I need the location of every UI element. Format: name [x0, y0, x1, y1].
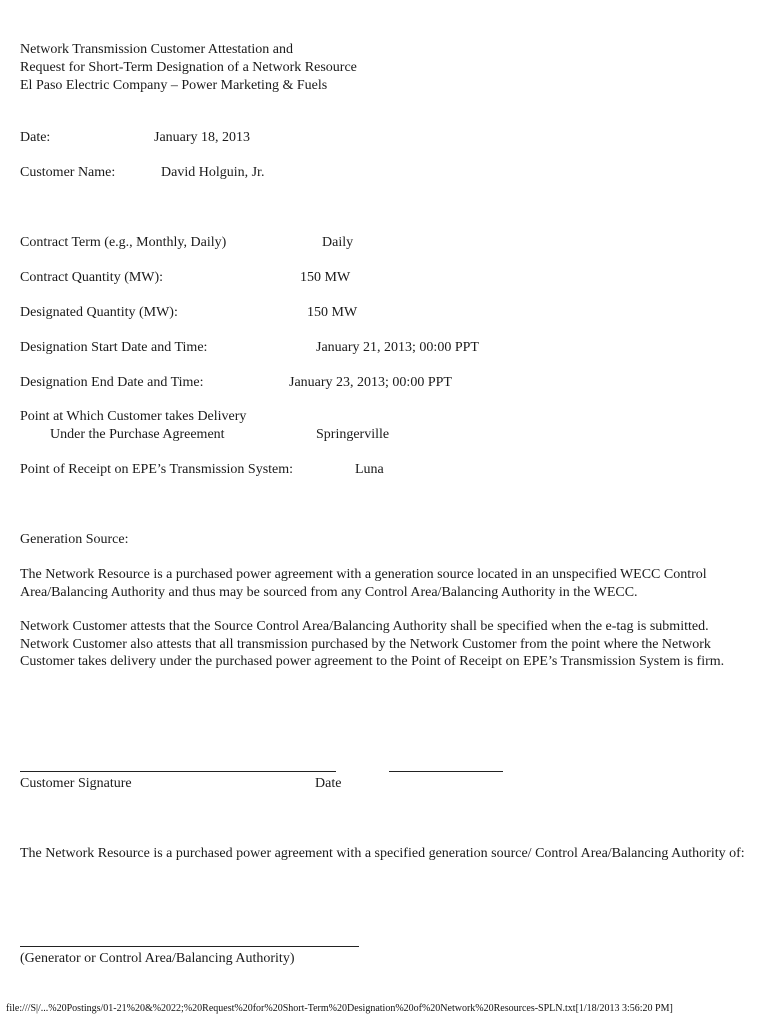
generator-label: (Generator or Control Area/Balancing Authority) [20, 951, 295, 966]
contract-quantity-label: Contract Quantity (MW): [20, 270, 164, 285]
header-line-1: Network Transmission Customer Attestation and [20, 42, 293, 57]
date-value: January 18, 2013 [154, 130, 251, 145]
receipt-point-label: Point of Receipt on EPE’s Transmission System: [20, 462, 294, 477]
file-path-footer: file:///S|/...%20Postings/01-21%20&%2022;%20Request%20for%20Short-Term%20Designation%20of%20Network%20Resources-SPLN.txt[1/18/2013 3:56:20 PM] [6, 1003, 673, 1014]
designation-start-label: Designation Start Date and Time: [20, 340, 208, 355]
generation-source-heading: Generation Source: [20, 532, 129, 547]
delivery-point-label-line-1: Point at Which Customer takes Delivery [20, 409, 247, 424]
designation-start-value: January 21, 2013; 00:00 PPT [316, 340, 479, 355]
contract-quantity-value: 150 MW [300, 270, 351, 285]
generator-line [20, 946, 359, 947]
signature-line [20, 771, 336, 772]
contract-term-label: Contract Term (e.g., Monthly, Daily) [20, 235, 227, 250]
header-line-3: El Paso Electric Company – Power Marketing & Fuels [20, 78, 328, 93]
generation-paragraph-2: Network Customer attests that the Source Control Area/Balancing Authority shall be specified when the e-tag is submitted. Network Customer also attests that all transmission purchased by the Network Customer from the point where the Network Customer takes delivery under the purchased power agreement to the Point of Receipt on EPE’s Transmission System is firm. [20, 619, 725, 669]
designated-quantity-value: 150 MW [307, 305, 358, 320]
date-label: Date: [20, 130, 51, 145]
generation-paragraph-1: The Network Resource is a purchased power agreement with a generation source located in an unspecified WECC Control Area/Balancing Authority and thus may be sourced from any Control Area/Balancing Authority in the WECC. [20, 567, 707, 600]
delivery-point-label-line-2: Under the Purchase Agreement [50, 427, 225, 442]
customer-name-value: David Holguin, Jr. [161, 165, 265, 180]
signature-date-label: Date [315, 776, 342, 791]
contract-term-value: Daily [322, 235, 354, 250]
header-line-2: Request for Short-Term Designation of a Network Resource [20, 60, 357, 75]
specified-source-paragraph: The Network Resource is a purchased power agreement with a specified generation source/ Control Area/Balancing Authority of: [20, 846, 745, 861]
designation-end-label: Designation End Date and Time: [20, 375, 204, 390]
date-line [389, 771, 503, 772]
customer-signature-label: Customer Signature [20, 776, 132, 791]
delivery-point-value: Springerville [316, 427, 390, 442]
designation-end-value: January 23, 2013; 00:00 PPT [289, 375, 452, 390]
receipt-point-value: Luna [355, 462, 384, 477]
designated-quantity-label: Designated Quantity (MW): [20, 305, 178, 320]
customer-name-label: Customer Name: [20, 165, 116, 180]
